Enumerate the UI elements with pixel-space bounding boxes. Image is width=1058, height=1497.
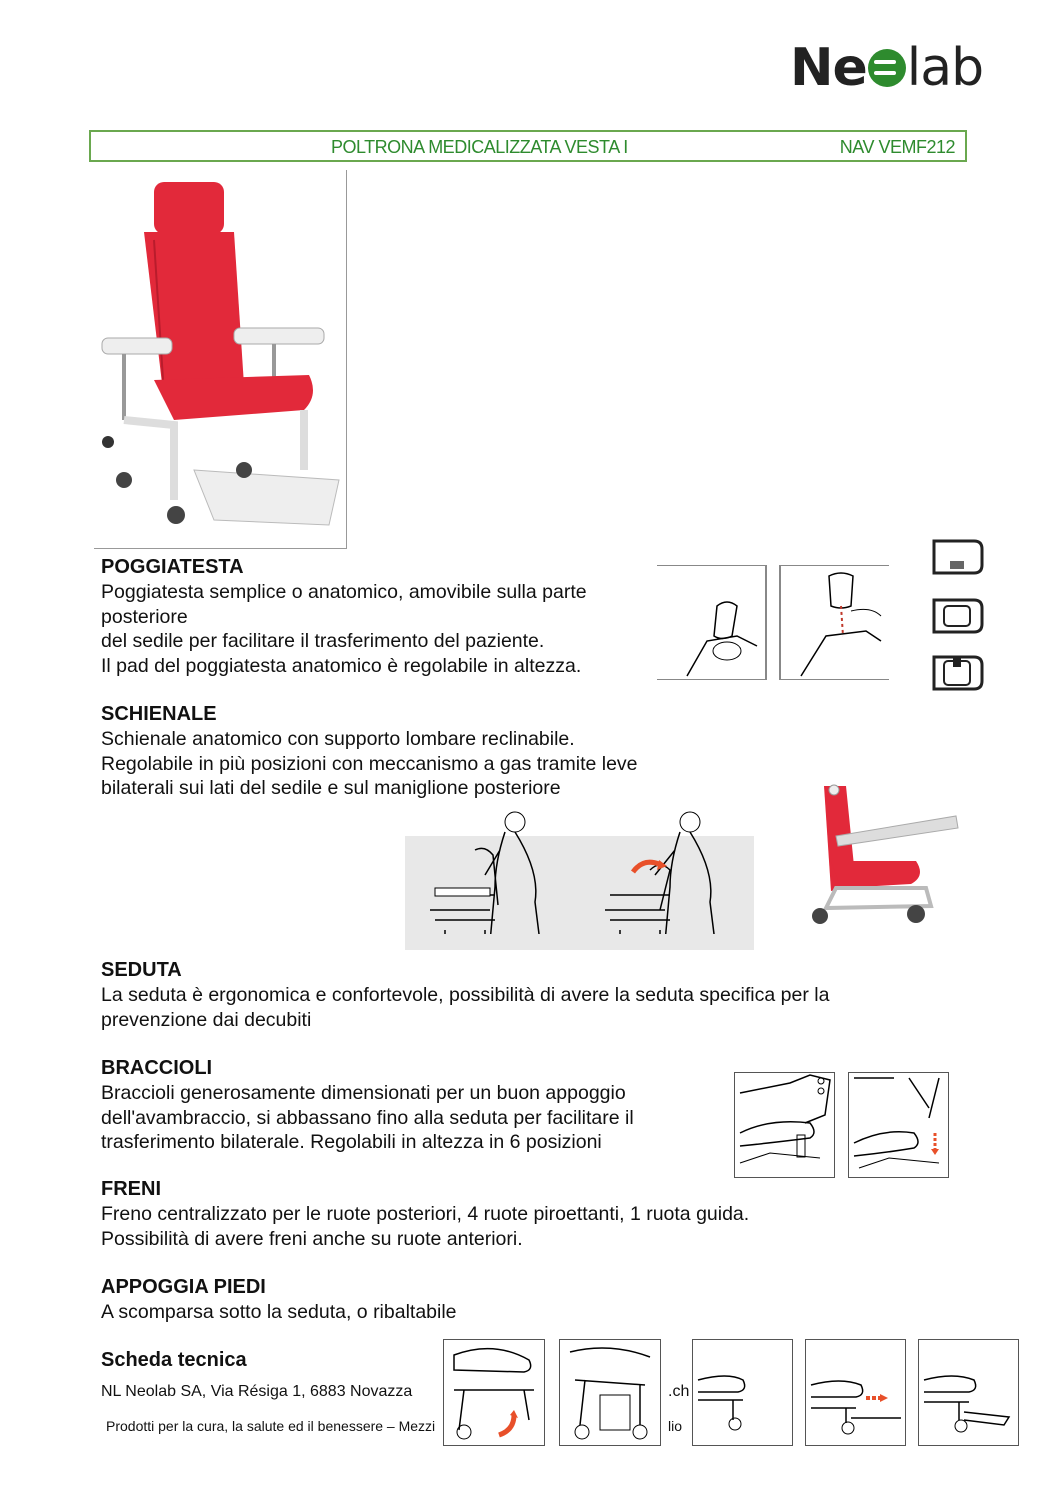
product-name: POLTRONA MEDICALIZZATA VESTA I	[331, 137, 628, 157]
footer-address-tail: .ch	[668, 1383, 690, 1400]
product-code: NAV VEMF212	[839, 137, 955, 157]
headrest-adjustable-icon	[928, 651, 986, 700]
chair-photo	[94, 170, 347, 549]
armrest-diagram-1	[734, 1072, 835, 1178]
section-title-freni: FRENI	[101, 1178, 161, 1200]
footer-tagline-tail: lio	[668, 1418, 683, 1434]
footrest-diagram-1	[443, 1339, 545, 1446]
section-title-appoggia-piedi: APPOGGIA PIEDI	[101, 1276, 266, 1298]
product-title-bar	[89, 130, 967, 162]
headrest-diagram-2	[779, 565, 889, 680]
headrest-simple-icon	[928, 535, 986, 584]
footer-address: NL Neolab SA, Via Résiga 1, 6883 Novazza	[101, 1383, 413, 1400]
section-text-poggiatesta: Poggiatesta semplice o anatomico, amovibile sulla parte posteriore del sedile per facilitare il trasferimento del paziente. Il pad del poggiatesta anatomico è regolabile in altezza.	[101, 581, 587, 677]
section-text-braccioli: Braccioli generosamente dimensionati per un buon appoggio dell'avambraccio, si abbassano fino alla seduta per facilitare il trasferimento bilaterale. Regolabili in altezza in 6 posizioni	[101, 1082, 634, 1153]
footrest-diagram-4	[805, 1339, 906, 1446]
section-text-freni: Freno centralizzato per le ruote posteriori, 4 ruote piroettanti, 1 ruota guida. Possibilità di avere freni anche su ruote anteriori.	[101, 1203, 750, 1250]
neolab-logo: Ne lab	[790, 38, 984, 98]
section-title-poggiatesta: POGGIATESTA	[101, 556, 244, 578]
recline-diagram	[405, 836, 754, 950]
logo-globe-icon	[868, 49, 906, 87]
armrest-diagram-2	[848, 1072, 949, 1178]
headrest-anatomic-icon	[928, 594, 986, 643]
section-text-schienale: Schienale anatomico con supporto lombare reclinabile. Regolabile in più posizioni con meccanismo a gas tramite leve bilaterali sui lati del sedile e sul maniglione posteriore	[101, 728, 638, 799]
section-text-appoggia-piedi: A scomparsa sotto la seduta, o ribaltabile	[101, 1301, 457, 1323]
footrest-diagram-3	[692, 1339, 793, 1446]
section-title-seduta: SEDUTA	[101, 959, 182, 981]
footrest-diagram-2	[559, 1339, 661, 1446]
chair-tray-photo	[806, 776, 966, 928]
footer-title: Scheda tecnica	[101, 1349, 247, 1371]
headrest-diagram-1	[657, 565, 767, 680]
section-title-braccioli: BRACCIOLI	[101, 1057, 213, 1079]
section-text-seduta: La seduta è ergonomica e confortevole, possibilità di avere la seduta specifica per la prevenzione dai decubiti	[101, 984, 830, 1031]
section-title-schienale: SCHIENALE	[101, 703, 217, 725]
footrest-diagram-5	[918, 1339, 1019, 1446]
footer-tagline: Prodotti per la cura, la salute ed il benessere – Mezzi	[106, 1418, 436, 1434]
